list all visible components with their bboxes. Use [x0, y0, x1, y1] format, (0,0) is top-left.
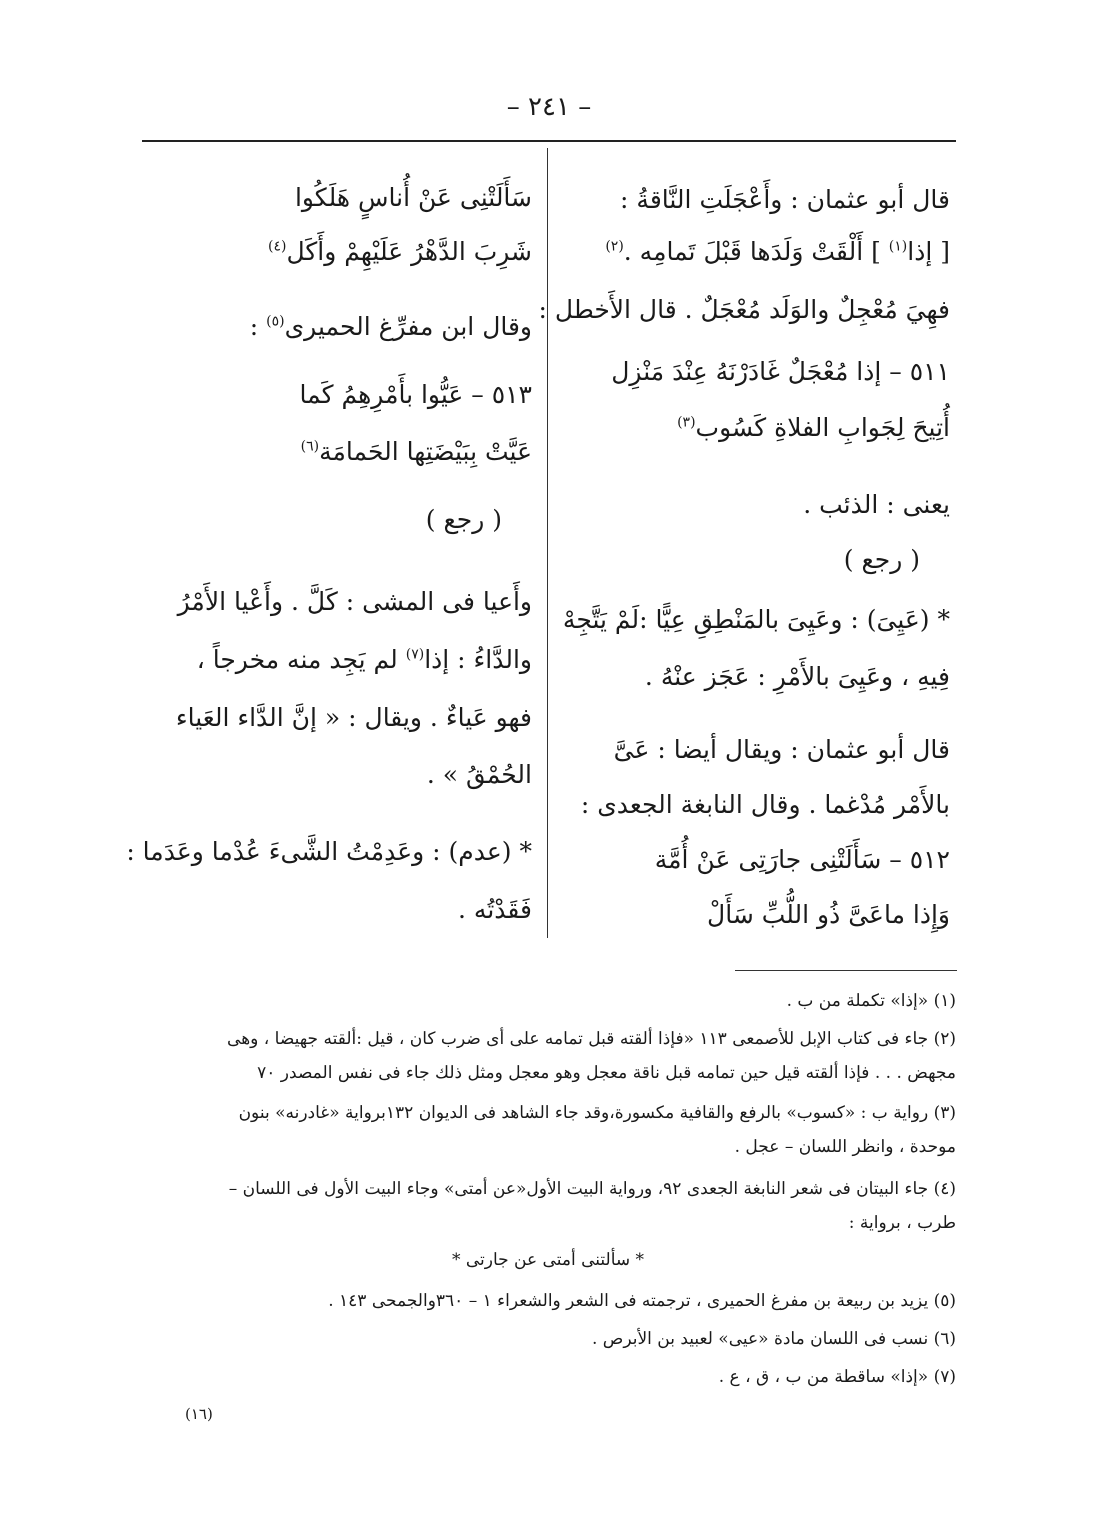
- line-text: الحُمْقُ » .: [426, 760, 532, 789]
- footnote: مجهض . . . فإذا ألقته قيل حين تمامه قبل ناقة معجل وهو معجل ومثل ذلك جاء فى نفس المصدر ٧٠: [257, 1063, 956, 1083]
- footnote: (٧) «إذا» ساقطة من ب ، ق ، ع .: [718, 1367, 956, 1387]
- footnote: (٣) رواية ب : «كسوب» بالرفع والقافية مكسورة،وقد جاء الشاهد فى الديوان ١٣٢برواية «غادرنه» بنون: [238, 1103, 956, 1123]
- section-heading: [426, 505, 502, 535]
- line-text: أُتِيحَ لِجَوابِ الفلاةِ كَسُوب: [695, 413, 950, 442]
- line-text: يعنى : الذئب .: [803, 490, 950, 519]
- text-line: [250, 312, 532, 342]
- text-line: [563, 605, 950, 635]
- page-number: – ٢٤١ –: [506, 92, 592, 122]
- footnote: (٢) جاء فى كتاب الإبل للأصمعى ١١٣ «فإذا ألقته قبل تمامه على أى ضرب كان ، قيل :ألقته جهيضا ، وهى: [227, 1029, 956, 1049]
- column-divider: [547, 148, 548, 938]
- text-line: [178, 587, 532, 617]
- line-text: :: [249, 312, 267, 341]
- line-text: فَقَدْتُه .: [458, 895, 532, 924]
- text-line: [126, 837, 532, 867]
- line-text: فهِيَ مُعْجِلٌ والوَلَد مُعْجَلٌ . قال الأَخطل :: [538, 295, 950, 324]
- footnote-rule: [735, 970, 957, 971]
- quoted-verse: * سألتنى أمتى عن جارتى *: [451, 1250, 645, 1270]
- line-text: عَيَّتْ بِبَيْضَتِها الحَمامَة: [319, 437, 532, 466]
- text-line: [268, 237, 532, 267]
- line-text: بالأَمْر مُدْغما . وقال النابغة الجعدى :: [580, 790, 950, 819]
- footnote: (٤) جاء البيتان فى شعر النابغة الجعدى ٩٢، ورواية البيت الأول«عن أمتى» وجاء البيت الأول فى اللسان –: [228, 1179, 956, 1199]
- line-text: ٥١٣ – عَيُّوا بأَمْرِهِمُ كَما: [299, 380, 532, 409]
- line-text: قال أبو عثمان : ويقال أيضا : عَىَّ: [613, 735, 950, 764]
- text-line: [295, 183, 532, 213]
- text-line: [458, 895, 532, 925]
- footnote-reference: (٤): [267, 238, 287, 255]
- line-text: قال أبو عثمان : وأَعْجَلَتِ النَّاقةُ :: [620, 185, 950, 214]
- footnote: طرب ، برواية :: [848, 1213, 956, 1233]
- text-line: [427, 760, 532, 790]
- line-text: شَرِبَ الدَّهْرُ عَلَيْهِمْ وأَكَل: [286, 237, 532, 266]
- text-line: [539, 295, 950, 325]
- header-rule: [142, 140, 956, 142]
- line-text: سَأَلَتْنِى عَنْ أُناسٍ هَلَكُوا: [294, 183, 532, 212]
- footnote-reference: (٢): [605, 238, 624, 255]
- footnote-reference: (٣): [677, 414, 696, 431]
- footnote: (٥) يزيد بن ربيعة بن مفرغ الحميرى ، ترجمته فى الشعر والشعراء ١ – ٣٦٠والجمحى ١٤٣ .: [328, 1291, 956, 1311]
- footnote: (١) «إذا» تكملة من ب .: [786, 991, 956, 1011]
- text-line: [197, 645, 532, 675]
- line-text: ] أَلْقَتْ وَلَدَها قَبْلَ تَمامِه .: [623, 237, 889, 266]
- text-line: [677, 413, 950, 443]
- footnote-reference: (٥): [266, 313, 285, 330]
- text-line: [581, 790, 950, 820]
- footnote-reference: (١): [888, 238, 908, 255]
- line-text: ٥١٢ – سَأَلَتْنِى جارَتِى عَنْ أُمَّة: [654, 845, 950, 874]
- footnote: (٦) نسب فى اللسان مادة «عيى» لعبيد بن الأبرص .: [591, 1329, 956, 1349]
- footnote-reference: (٦): [300, 438, 320, 455]
- text-line: [645, 662, 950, 692]
- line-text: ( رجع ): [425, 505, 502, 534]
- footnote-reference: (٧): [405, 646, 425, 663]
- line-text: وأَعيا فى المشى : كَلَّ . وأَعْيا الأَمْرُ: [177, 587, 532, 616]
- line-text: لم يَجِد منه مخرجاً ،: [196, 645, 406, 674]
- line-text: ٥١١ – إذا مُعْجَلٌ غَادَرْنَهُ عِنْدَ مَنْزِل: [611, 357, 950, 386]
- line-text: فِيهِ ، وعَيِىَ بالأَمْرِ : عَجَز عنْهُ .: [644, 662, 950, 691]
- line-text: فهو عَياءٌ . ويقال : « إنَّ الدَّاء العَياء: [175, 703, 532, 732]
- text-line: [605, 237, 950, 267]
- text-line: [301, 437, 532, 467]
- text-line: [803, 490, 950, 520]
- line-text: ( رجع ): [843, 545, 920, 574]
- line-text: وقال ابن مفرِّغ الحميرى: [284, 312, 532, 341]
- text-line: [707, 900, 950, 930]
- section-heading: [844, 545, 920, 575]
- line-text: * (عَيِىَ) : وعَيِىَ بالمَنْطِقِ عِيًّا :لَمْ يَتَّجِهْ: [562, 605, 950, 634]
- text-line: [300, 380, 532, 410]
- line-text: والدَّاءُ : إذا: [424, 645, 532, 674]
- text-line: [176, 703, 532, 733]
- line-text: وَإِذا ماعَىَّ ذُو اللُّبِّ سَأَلْ: [707, 900, 950, 929]
- text-line: [655, 845, 950, 875]
- signature-mark: (١٦): [185, 1405, 213, 1423]
- text-line: [614, 735, 950, 765]
- text-line: [620, 185, 950, 215]
- footnote: موحدة ، وانظر اللسان – عجل .: [734, 1137, 956, 1157]
- line-text: [ إذا: [907, 237, 950, 266]
- text-line: [611, 357, 950, 387]
- line-text: * (عدم) : وعَدِمْتُ الشَّىءَ عُدْما وعَدَما :: [126, 837, 532, 866]
